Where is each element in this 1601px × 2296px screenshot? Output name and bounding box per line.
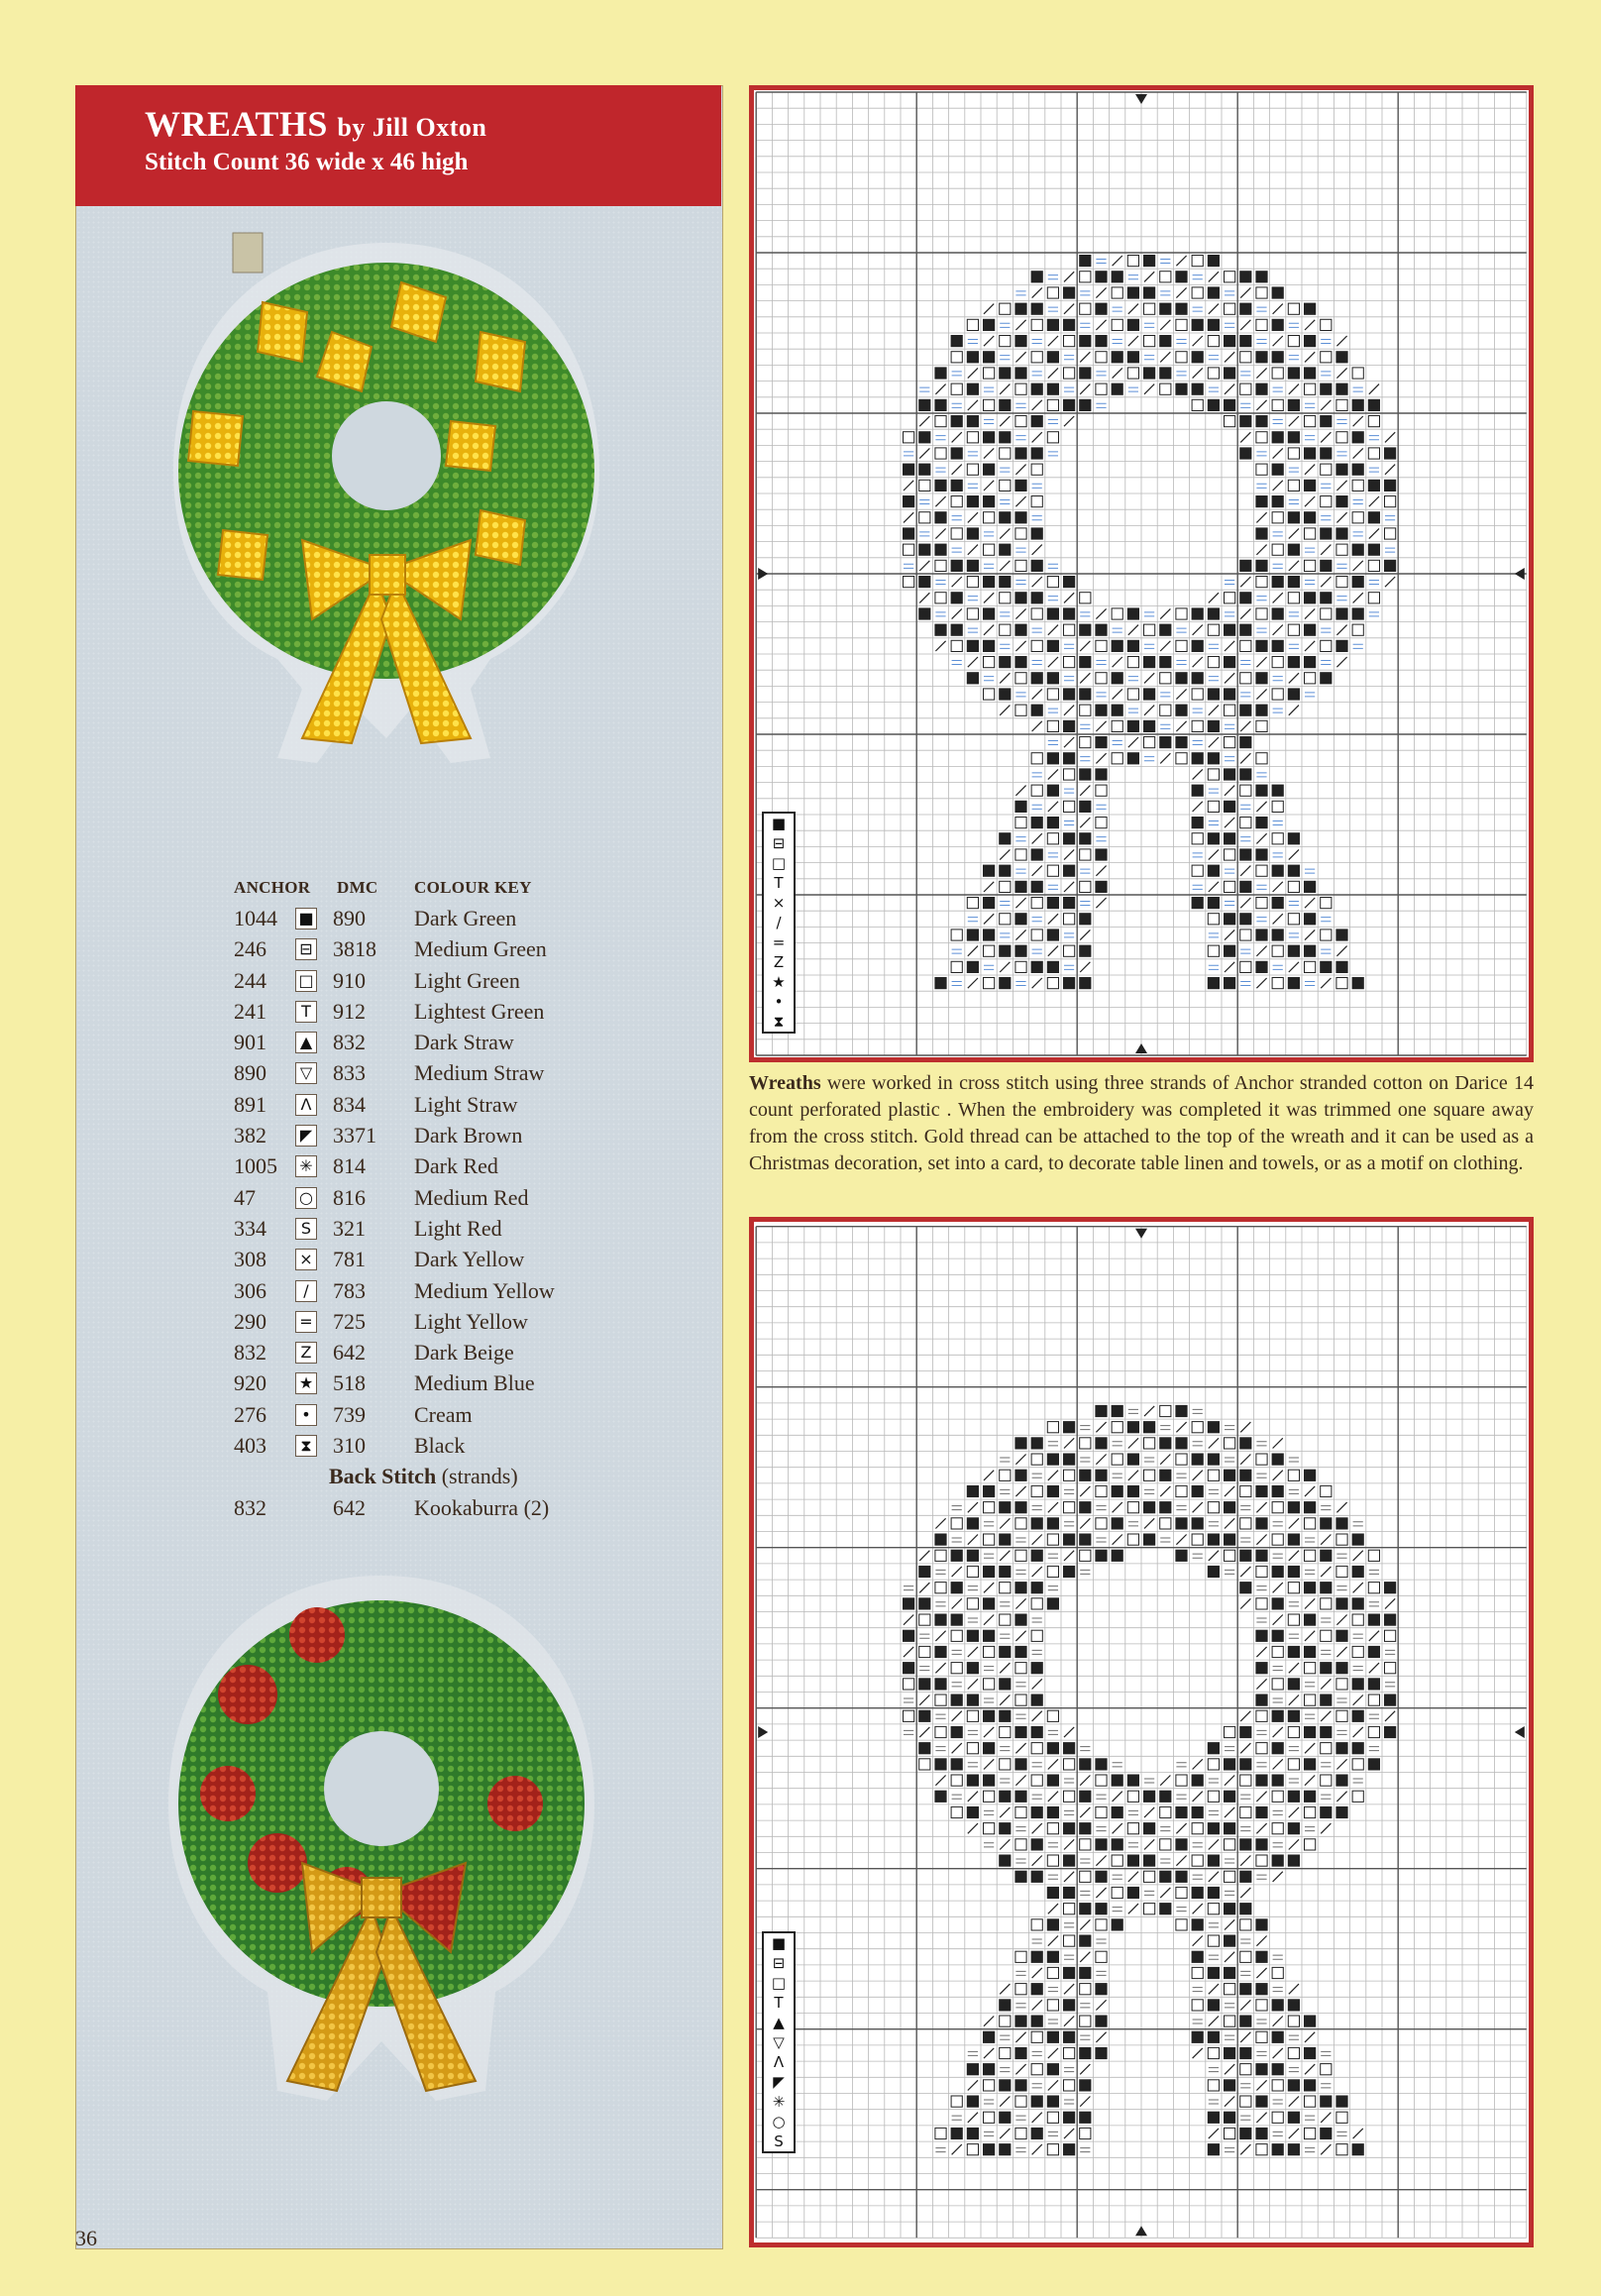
legend-symbol: ■ [771, 1934, 787, 1952]
dmc-number: 3371 [333, 1123, 376, 1148]
bottom-chart-symbol-legend [762, 1931, 796, 2153]
page-title [145, 103, 486, 145]
back-stitch-row [234, 1493, 650, 1524]
colour-key-row [234, 966, 650, 997]
colour-name: Dark Straw [414, 1030, 514, 1055]
anchor-number: 241 [234, 998, 267, 1024]
colour-key-row [234, 1245, 650, 1275]
legend-symbol: ⧗ [773, 1013, 785, 1031]
legend-symbol: ▽ [773, 2033, 785, 2051]
anchor-number: 246 [234, 936, 267, 962]
dmc-number: 725 [333, 1308, 366, 1334]
colour-key [234, 874, 650, 1524]
back-stitch-title: Back Stitch (strands) [329, 1464, 518, 1489]
key-symbol-icon: ○ [295, 1187, 317, 1209]
colour-name: Light Red [414, 1215, 502, 1241]
key-symbol-icon: ✳ [295, 1155, 317, 1177]
caption-text: were worked in cross stitch using three strands of Anchor stranded cotton on Darice 14 count perforated plastic . When the embroidery was completed it was trimmed one square away from the cross stitch. Gold thread can be attached to the top of the wreath and it can be used as a Christmas decoration, set into a card, to decorate table linen and towels, or as a motif on clothing. [749, 1072, 1534, 1174]
legend-symbol: ▲ [773, 2014, 785, 2031]
anchor-number: 382 [234, 1123, 267, 1148]
key-symbol-icon: Z [295, 1342, 317, 1364]
dmc-number: 642 [333, 1340, 366, 1366]
colour-name: Medium Red [414, 1184, 529, 1210]
anchor-number: 244 [234, 967, 267, 993]
colour-name: Dark Green [414, 906, 517, 930]
anchor-number: 891 [234, 1091, 267, 1117]
anchor-number: 832 [234, 1340, 267, 1366]
stitch-count: Stitch Count 36 wide x 46 high [145, 149, 469, 175]
back-stitch-dmc: 642 [333, 1494, 366, 1520]
colour-name: Dark Beige [414, 1340, 514, 1366]
key-symbol-icon: T [295, 1001, 317, 1023]
key-symbol-icon: ⧗ [295, 1435, 317, 1457]
key-symbol-icon: □ [295, 970, 317, 992]
colour-key-row [234, 1028, 650, 1058]
colour-key-row [234, 1121, 650, 1151]
key-symbol-icon: ▲ [295, 1032, 317, 1053]
colour-name: Dark Brown [414, 1123, 523, 1148]
legend-symbol: ■ [771, 815, 787, 832]
colour-name: Dark Yellow [414, 1247, 525, 1272]
dmc-number: 739 [333, 1401, 366, 1427]
colour-key-header [234, 874, 650, 904]
colour-name: Dark Red [414, 1153, 498, 1179]
dmc-number: 910 [333, 967, 366, 993]
key-symbol-icon: • [295, 1404, 317, 1426]
caption [749, 1070, 1534, 1177]
key-symbol-icon: = [295, 1311, 317, 1333]
legend-symbol: • [774, 993, 784, 1011]
anchor-number: 306 [234, 1277, 267, 1303]
legend-symbol: Z [773, 953, 785, 971]
dmc-number: 816 [333, 1184, 366, 1210]
title-author: by Jill Oxton [337, 113, 487, 142]
key-symbol-icon: ◤ [295, 1125, 317, 1147]
key-symbol-icon: ▽ [295, 1062, 317, 1084]
colour-name: Light Green [414, 967, 520, 993]
legend-symbol: Λ [773, 2053, 785, 2071]
anchor-number: 334 [234, 1215, 267, 1241]
legend-symbol: T [774, 1994, 784, 2012]
colour-name: Medium Yellow [414, 1277, 555, 1303]
dmc-number: 832 [333, 1030, 366, 1055]
colour-key-row [234, 1214, 650, 1245]
legend-symbol: T [774, 874, 784, 892]
dmc-number: 781 [333, 1247, 366, 1272]
key-symbol-icon: ★ [295, 1372, 317, 1394]
colour-name: Cream [414, 1401, 473, 1427]
colour-key-row [234, 1307, 650, 1338]
key-symbol-icon: S [295, 1218, 317, 1240]
colour-name: Medium Blue [414, 1370, 535, 1396]
legend-symbol: = [772, 933, 786, 951]
header-colour-key: COLOUR KEY [414, 878, 532, 897]
anchor-number: 308 [234, 1247, 267, 1272]
legend-symbol: ★ [772, 973, 786, 991]
colour-name: Light Yellow [414, 1308, 528, 1334]
colour-name: Light Straw [414, 1091, 518, 1117]
dmc-number: 834 [333, 1091, 366, 1117]
legend-symbol: ✳ [772, 2093, 786, 2111]
colour-key-row [234, 934, 650, 965]
legend-symbol: ⊟ [772, 834, 786, 852]
legend-symbol: □ [771, 854, 787, 872]
anchor-number: 1005 [234, 1153, 277, 1179]
colour-key-row [234, 1431, 650, 1462]
colour-key-row [234, 997, 650, 1028]
colour-key-rows [234, 904, 650, 1462]
anchor-number: 276 [234, 1401, 267, 1427]
dmc-number: 321 [333, 1215, 366, 1241]
dmc-number: 518 [333, 1370, 366, 1396]
colour-key-row [234, 1058, 650, 1089]
legend-symbol: □ [771, 1974, 787, 1992]
colour-name: Black [414, 1433, 466, 1459]
page-number: 36 [75, 2226, 97, 2250]
legend-symbol: / [776, 914, 782, 931]
title-wreaths: WREATHS [145, 104, 328, 144]
legend-symbol: ⊟ [772, 1954, 786, 1972]
colour-key-row [234, 1400, 650, 1431]
caption-lead: Wreaths [749, 1072, 821, 1094]
colour-name: Medium Straw [414, 1060, 545, 1086]
colour-key-row [234, 1276, 650, 1307]
colour-key-row [234, 904, 650, 934]
bottom-cross-stitch-chart [749, 1217, 1534, 2247]
anchor-number: 403 [234, 1433, 267, 1459]
colour-name: Medium Green [414, 936, 547, 962]
key-symbol-icon: ⊟ [295, 938, 317, 960]
legend-symbol: × [772, 894, 786, 912]
key-symbol-icon: ■ [295, 908, 317, 929]
dmc-number: 833 [333, 1060, 366, 1086]
anchor-number: 290 [234, 1308, 267, 1334]
key-symbol-icon: / [295, 1280, 317, 1302]
back-stitch-anchor: 832 [234, 1494, 267, 1520]
anchor-number: 920 [234, 1370, 267, 1396]
yellow-bell-wreath-image [154, 223, 619, 778]
anchor-number: 890 [234, 1060, 267, 1086]
colour-key-row [234, 1090, 650, 1121]
dmc-number: 814 [333, 1153, 366, 1179]
top-chart-symbol-legend [762, 812, 796, 1034]
anchor-number: 901 [234, 1030, 267, 1055]
key-symbol-icon: Λ [295, 1094, 317, 1116]
key-symbol-icon: × [295, 1249, 317, 1270]
dmc-number: 890 [333, 906, 366, 930]
anchor-number: 1044 [234, 906, 277, 930]
legend-symbol: ○ [772, 2113, 786, 2131]
legend-symbol: S [774, 2132, 784, 2150]
legend-symbol: ◤ [773, 2073, 785, 2091]
back-stitch-colour: Kookaburra (2) [414, 1494, 550, 1520]
dmc-number: 912 [333, 998, 366, 1024]
colour-key-row [234, 1183, 650, 1214]
colour-key-row [234, 1338, 650, 1368]
dmc-number: 310 [333, 1433, 366, 1459]
back-stitch-title-row [234, 1462, 650, 1492]
dmc-number: 783 [333, 1277, 366, 1303]
header-dmc: DMC [337, 878, 378, 897]
colour-key-row [234, 1368, 650, 1399]
top-chart-grid [754, 90, 1529, 1057]
bottom-chart-grid [754, 1222, 1529, 2242]
top-cross-stitch-chart [749, 85, 1534, 1062]
dmc-number: 3818 [333, 936, 376, 962]
colour-name: Lightest Green [414, 998, 545, 1024]
header-anchor: ANCHOR [234, 878, 311, 897]
anchor-number: 47 [234, 1184, 256, 1210]
red-apple-wreath-image [149, 1566, 614, 2121]
colour-key-row [234, 1151, 650, 1182]
